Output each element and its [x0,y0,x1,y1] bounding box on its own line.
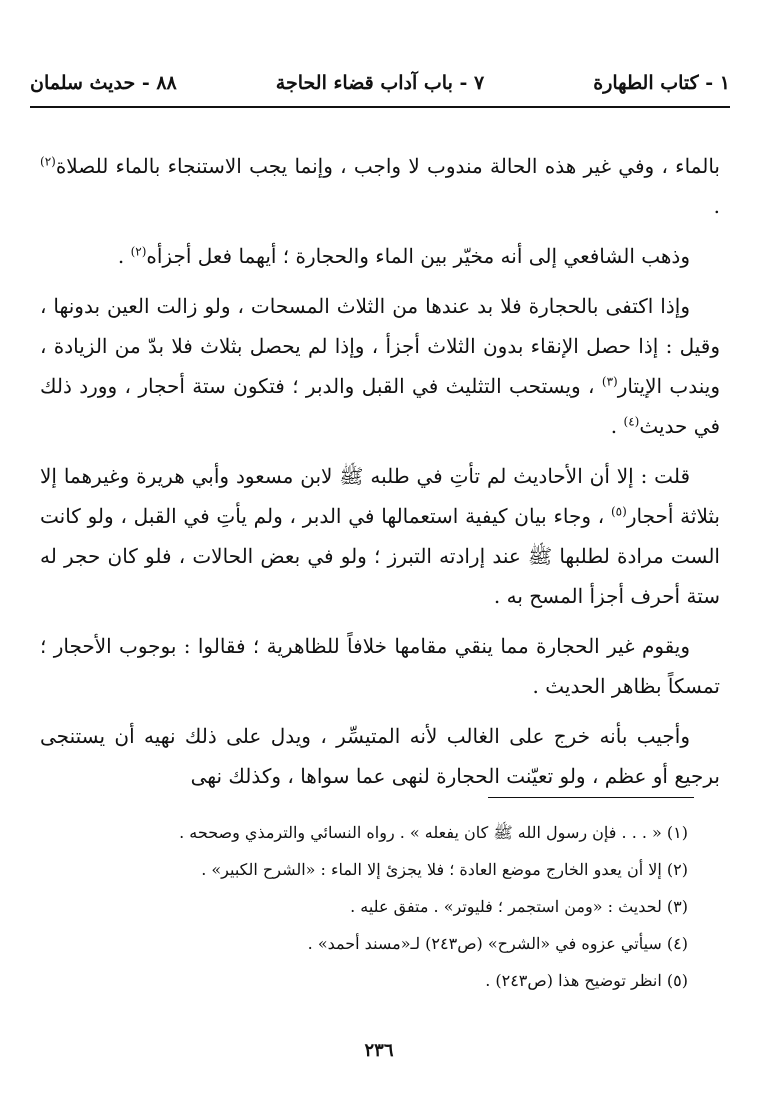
header-hadith: ٨٨ - حديث سلمان [30,72,177,94]
header-divider [30,106,730,108]
footnote-ref: (٢) [130,244,147,259]
footnote: (٣) لحديث : «ومن استجمر ؛ فليوتر» . متفق عليه . [350,897,688,916]
paragraph: وذهب الشافعي إلى أنه مخيّر بين الماء والحجارة ؛ أيهما فعل أجزأه$^{(٢)}$ . [117,244,690,268]
footnote-ref: (٤) [623,414,640,429]
paragraph: قلت : إلا أن الأحاديث لم تأتِ في طلبه ﷺ لابن مسعود وأبي هريرة وغيرهما إلا بثلاثة أحجار$^{(٥)}$ ، وجاء بيان كيفية استعمالها في الدبر ، ولم يأتِ في القبل ، ولو كانت الست مرادة لطلبها ﷺ عند إرادته التبرز ؛ ولو في بعض الحالات ، فلو كان حجر له ستة أحرف أجزأ المسح به . [40,464,720,608]
main-text [40,146,720,806]
footnote: (٢) إلا أن يعدو الخارج موضع العادة ؛ فلا يجزئ إلا الماء : «الشرح الكبير» . [201,860,688,879]
footnote: (١) « . . . فإن رسول الله ﷺ كان يفعله » . رواه النسائي والترمذي وصححه . [179,823,688,842]
footnote-ref: (٢) [40,154,56,169]
running-header [30,70,730,104]
paragraph: وإذا اكتفى بالحجارة فلا بد عندها من الثلاث المسحات ، ولو زالت العين بدونها ، وقيل : إذا حصل الإنقاء بدون الثلاث أجزأ ، وإذا لم يحصل بثلاث فلا بدّ من الزيادة ، ويندب الإيتار$^{(٣)}$ ، ويستحب التثليث في القبل والدبر ؛ فتكون ستة أحجار ، وورد ذلك في حديث$^{(٤)}$ . [40,294,720,438]
page-number: ٢٣٦ [364,1040,394,1061]
header-chapter: ١ - كتاب الطهارة [593,72,730,94]
footnote-divider [488,797,694,798]
paragraph: بالماء ، وفي غير هذه الحالة مندوب لا واجب ، وإنما يجب الاستنجاء بالماء للصلاة$^{(٢)}$ . [40,154,720,218]
footnote-ref: (٣) [601,374,618,389]
footnote-ref: (٥) [610,504,627,519]
paragraph: وأجيب بأنه خرج على الغالب لأنه المتيسِّر ، ويدل على ذلك نهيه أن يستنجى برجيع أو عظم ، ولو تعيّنت الحجارة لنهى عما سواها ، وكذلك نهى [40,724,720,788]
footnotes [60,814,688,999]
footnote: (٤) سيأتي عزوه في «الشرح» (ص٢٤٣) لـ«مسند أحمد» . [307,934,688,953]
header-section: ٧ - باب آداب قضاء الحاجة [275,72,485,94]
footnote: (٥) انظر توضيح هذا (ص٢٤٣) . [485,971,688,990]
paragraph: ويقوم غير الحجارة مما ينقي مقامها خلافاً للظاهرية ؛ فقالوا : بوجوب الأحجار ؛ تمسكاً بظاهر الحديث . [40,634,720,698]
